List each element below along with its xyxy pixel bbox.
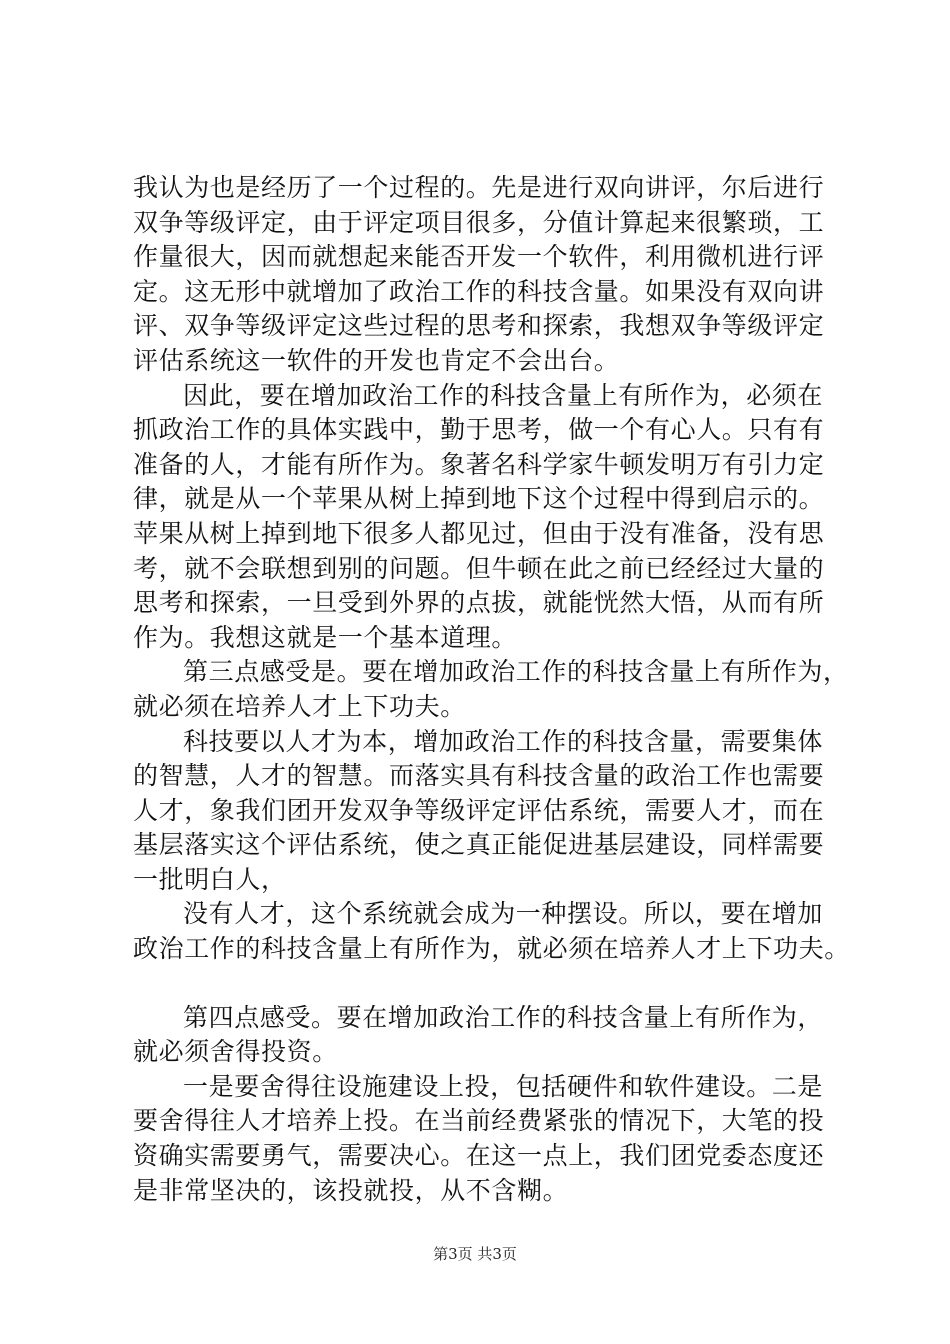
paragraph-first-line: 第四点感受。要在增加政治工作的科技含量上有所作为， bbox=[183, 1002, 824, 1032]
paragraph-gap bbox=[133, 967, 823, 1001]
body-line: 评、双争等级评定这些过程的思考和探索，我想双争等级评定 bbox=[133, 311, 825, 341]
body-line: 律，就是从一个苹果从树上掉到地下这个过程中得到启示的。 bbox=[133, 484, 825, 514]
body-line: 基层落实这个评估系统，使之真正能促进基层建设，同样需要 bbox=[133, 830, 825, 860]
document-body bbox=[133, 171, 850, 1208]
body-line: 准备的人，才能有所作为。象著名科学家牛顿发明万有引力定 bbox=[133, 449, 825, 479]
body-line: 作为。我想这就是一个基本道理。 bbox=[133, 622, 518, 652]
body-line: 资确实需要勇气，需要决心。在这一点上，我们团党委态度还 bbox=[133, 1141, 825, 1171]
body-line: 作量很大，因而就想起来能否开发一个软件，利用微机进行评 bbox=[133, 242, 825, 272]
body-line: 定。这无形中就增加了政治工作的科技含量。如果没有双向讲 bbox=[133, 276, 825, 306]
body-line: 我认为也是经历了一个过程的。先是进行双向讲评，尔后进行 bbox=[133, 173, 825, 202]
body-line: 思考和探索，一旦受到外界的点拔，就能恍然大悟，从而有所 bbox=[133, 588, 825, 618]
body-line: 是非常坚决的，该投就投，从不含糊。 bbox=[133, 1175, 569, 1205]
paragraph-first-line: 因此，要在增加政治工作的科技含量上有所作为，必须在 bbox=[183, 380, 824, 410]
body-line: 的智慧，人才的智慧。而落实具有科技含量的政治工作也需要 bbox=[133, 761, 825, 791]
body-line: 苹果从树上掉到地下很多人都见过，但由于没有准备，没有思 bbox=[133, 518, 825, 548]
page-number: 第3页 共3页 bbox=[433, 1245, 517, 1263]
body-line: 人才，象我们团开发双争等级评定评估系统，需要人才，而在 bbox=[133, 795, 825, 825]
paragraph-first-line: 没有人才，这个系统就会成为一种摆设。所以，要在增加 bbox=[183, 899, 824, 929]
page-footer bbox=[0, 1244, 950, 1264]
paragraph-first-line: 科技要以人才为本，增加政治工作的科技含量，需要集体 bbox=[183, 726, 824, 756]
body-line: 政治工作的科技含量上有所作为，就必须在培养人才上下功夫。 bbox=[133, 934, 850, 964]
body-line: 一批明白人， bbox=[133, 864, 287, 894]
body-line: 评估系统这一软件的开发也肯定不会出台。 bbox=[133, 345, 620, 375]
body-line: 要舍得往人才培养上投。在当前经费紧张的情况下，大笔的投 bbox=[133, 1106, 825, 1136]
body-line: 考，就不会联想到别的问题。但牛顿在此之前已经经过大量的 bbox=[133, 553, 825, 583]
body-line: 抓政治工作的具体实践中，勤于思考，做一个有心人。只有有 bbox=[133, 415, 825, 445]
body-line: 双争等级评定，由于评定项目很多，分值计算起来很繁琐，工 bbox=[133, 207, 825, 237]
body-line: 就必须舍得投资。 bbox=[133, 1037, 338, 1067]
paragraph-first-line: 第三点感受是。要在增加政治工作的科技含量上有所作为， bbox=[183, 657, 849, 687]
body-line: 就必须在培养人才上下功夫。 bbox=[133, 691, 466, 721]
paragraph-first-line: 一是要舍得往设施建设上投，包括硬件和软件建设。二是 bbox=[183, 1071, 824, 1101]
